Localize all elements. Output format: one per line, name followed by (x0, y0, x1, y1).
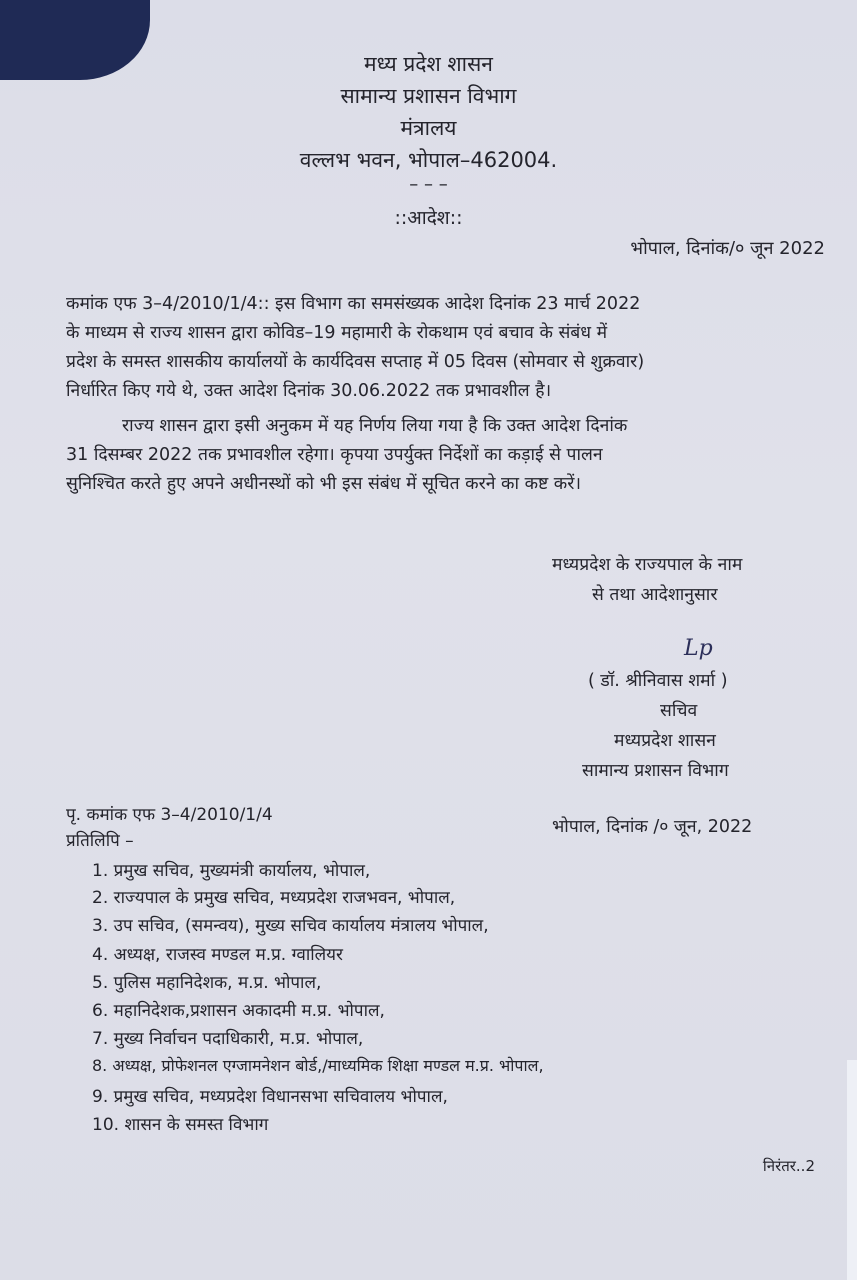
order-date: भोपाल, दिनांक/० जून 2022 (630, 238, 825, 259)
paragraph-line: के माध्यम से राज्य शासन द्वारा कोविड–19 महामारी के रोकथाम एवं बचाव के संबंध में (66, 323, 608, 343)
signatory-org-2: सामान्य प्रशासन विभाग (582, 761, 729, 781)
header-ministry: मंत्रालय (400, 116, 457, 140)
copy-list-item: 10. शासन के समस्त विभाग (92, 1115, 269, 1135)
paragraph-line: सुनिश्चित करते हुए अपने अधीनस्थों को भी इस संबंध में सूचित करने का कष्ट करें। (66, 474, 582, 494)
endorsement-date: भोपाल, दिनांक /० जून, 2022 (552, 817, 753, 837)
copy-list-item: 4. अध्यक्ष, राजस्व मण्डल म.प्र. ग्वालियर (92, 945, 343, 965)
copy-list-item: 2. राज्यपाल के प्रमुख सचिव, मध्यप्रदेश राजभवन, भोपाल, (92, 888, 456, 908)
order-title: ::आदेश:: (394, 207, 463, 229)
copy-list-item: 1. प्रमुख सचिव, मुख्यमंत्री कार्यालय, भोपाल, (92, 861, 371, 881)
copy-list-item: 7. मुख्य निर्वाचन पदाधिकारी, म.प्र. भोपाल, (92, 1029, 364, 1049)
copy-list-item: 3. उप सचिव, (समन्वय), मुख्य सचिव कार्यालय मंत्रालय भोपाल, (92, 916, 489, 936)
header-divider: – – – (409, 174, 448, 195)
header-department: सामान्य प्रशासन विभाग (340, 84, 517, 108)
order-paragraph-1 (66, 290, 828, 406)
header-government: मध्य प्रदेश शासन (364, 52, 493, 76)
paragraph-line: कमांक एफ 3–4/2010/1/4:: इस विभाग का समसंख्यक आदेश दिनांक 23 मार्च 2022 (66, 294, 641, 314)
authority-line-1: मध्यप्रदेश के राज्यपाल के नाम (552, 555, 743, 575)
copy-list-item: 8. अध्यक्ष, प्रोफेशनल एग्जामनेशन बोर्ड,/माध्यमिक शिक्षा मण्डल म.प्र. भोपाल, (92, 1056, 544, 1075)
copy-list-item: 9. प्रमुख सचिव, मध्यप्रदेश विधानसभा सचिवालय भोपाल, (92, 1087, 448, 1107)
endorsement-reference: पृ. कमांक एफ 3–4/2010/1/4 (66, 805, 273, 825)
paragraph-line: निर्धारित किए गये थे, उक्त आदेश दिनांक 30.06.2022 तक प्रभावशील है। (66, 381, 552, 401)
copy-list-item: 5. पुलिस महानिदेशक, म.प्र. भोपाल, (92, 973, 322, 993)
signatory-name: ( डॉ. श्रीनिवास शर्मा ) (588, 671, 728, 691)
paragraph-line: राज्य शासन द्वारा इसी अनुकम में यह निर्णय लिया गया है कि उक्त आदेश दिनांक (122, 416, 628, 436)
copy-list-item: 6. महानिदेशक,प्रशासन अकादमी म.प्र. भोपाल, (92, 1001, 385, 1021)
header-address: वल्लभ भवन, भोपाल–462004. (299, 148, 558, 172)
signature-initials: Lp (684, 636, 713, 661)
signatory-org-1: मध्यप्रदेश शासन (614, 731, 716, 751)
signatory-designation: सचिव (660, 701, 698, 721)
continuation-note: निरंतर..2 (762, 1157, 815, 1175)
paragraph-line: 31 दिसम्बर 2022 तक प्रभावशील रहेगा। कृपया उपर्युक्त निर्देशों का कड़ाई से पालन (66, 445, 603, 465)
paragraph-line: प्रदेश के समस्त शासकीय कार्यालयों के कार्यदिवस सप्ताह में 05 दिवस (सोमवार से शुक्रवार) (66, 352, 645, 372)
order-paragraph-2 (66, 412, 828, 499)
page-edge (847, 1060, 857, 1280)
handwritten-signature (684, 636, 713, 661)
copy-to-label: प्रतिलिपि – (66, 831, 134, 851)
authority-line-2: से तथा आदेशानुसार (592, 585, 718, 605)
